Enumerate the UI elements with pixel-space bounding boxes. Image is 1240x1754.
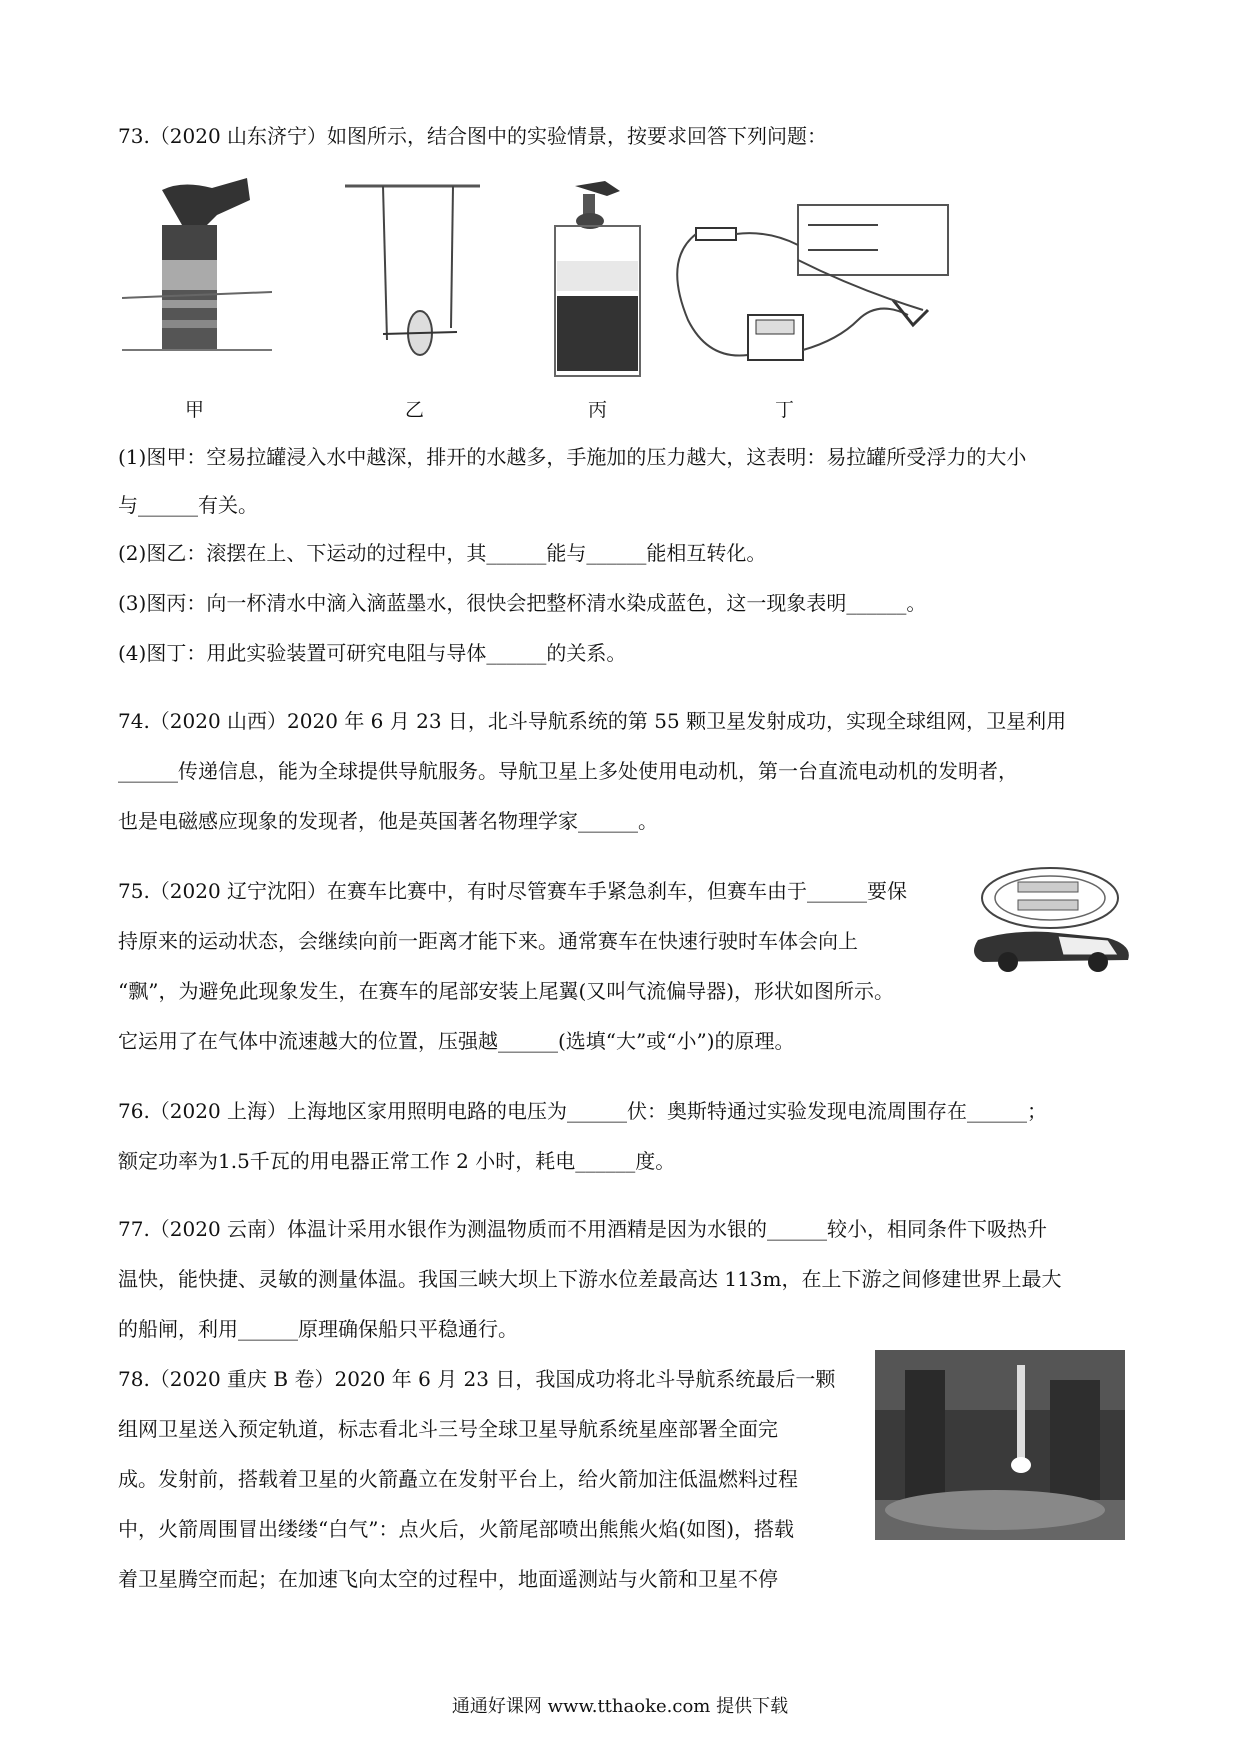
- q73-sub1-line1: (1)图甲：空易拉罐浸入水中越深，排开的水越多，手施加的压力越大，这表明：易拉罐所受浮力的大小: [118, 445, 1027, 469]
- fig-label-jia: 甲: [185, 399, 205, 421]
- q75-line1: 75.（2020 辽宁沈阳）在赛车比赛中，有时尽管赛车手紧急刹车，但赛车由于______要保: [118, 879, 908, 903]
- q78-line3: 成。发射前，搭载着卫星的火箭矗立在发射平台上，给火箭加注低温燃料过程: [118, 1467, 798, 1491]
- page-footer: 通通好课网 www.tthaoke.com 提供下载: [451, 1696, 789, 1717]
- q74-line3: 也是电磁感应现象的发现者，他是英国著名物理学家______。: [118, 809, 658, 833]
- q73-sub4: (4)图丁：用此实验装置可研究电阻与导体______的关系。: [118, 641, 627, 665]
- q73-sub1-line2: 与______有关。: [118, 493, 258, 517]
- q75-line2: 持原来的运动状态，会继续向前一距离才能下来。通常赛车在快速行驶时车体会向上: [118, 929, 858, 953]
- q74-line1: 74.（2020 山西）2020 年 6 月 23 日，北斗导航系统的第 55 颗卫星发射成功，实现全球组网，卫星利用: [118, 709, 1067, 733]
- q75-race-car-figure: [968, 860, 1138, 975]
- q73-stem: 73.（2020 山东济宁）如图所示，结合图中的实验情景，按要求回答下列问题：: [118, 124, 828, 148]
- q73-figure-ding: [668, 200, 953, 375]
- q77-line3: 的船闸，利用______原理确保船只平稳通行。: [118, 1317, 518, 1341]
- q75-line3: “飘”，为避免此现象发生，在赛车的尾部安装上尾翼(又叫气流偏导器)，形状如图所示。: [118, 979, 895, 1003]
- q78-line2: 组网卫星送入预定轨道，标志看北斗三号全球卫星导航系统星座部署全面完: [118, 1417, 778, 1441]
- fig-label-yi: 乙: [405, 399, 425, 421]
- q75-line4: 它运用了在气体中流速越大的位置，压强越______(选填“大”或“小”)的原理。: [118, 1029, 795, 1053]
- q73-sub3: (3)图丙：向一杯清水中滴入滴蓝墨水，很快会把整杯清水染成蓝色，这一现象表明______。: [118, 591, 927, 615]
- q73-figure-yi: [345, 178, 480, 378]
- fig-label-ding: 丁: [775, 399, 795, 421]
- q77-line2: 温快，能快捷、灵敏的测量体温。我国三峡大坝上下游水位差最高达 113m，在上下游之间修建世界上最大: [118, 1267, 1062, 1291]
- fig-label-bing: 丙: [588, 399, 608, 421]
- q74-line2: ______传递信息，能为全球提供导航服务。导航卫星上多处使用电动机，第一台直流电动机的发明者，: [118, 759, 1018, 783]
- q78-line4: 中，火箭周围冒出缕缕“白气”：点火后，火箭尾部喷出熊熊火焰(如图)，搭载: [118, 1517, 795, 1541]
- q73-figure-jia: [122, 170, 272, 380]
- q77-line1: 77.（2020 云南）体温计采用水银作为测温物质而不用酒精是因为水银的______较小，相同条件下吸热升: [118, 1217, 1048, 1241]
- q76-line2: 额定功率为1.5千瓦的用电器正常工作 2 小时，耗电______度。: [118, 1149, 676, 1173]
- q78-line5: 着卫星腾空而起；在加速飞向太空的过程中，地面遥测站与火箭和卫星不停: [118, 1567, 778, 1591]
- q78-line1: 78.（2020 重庆 B 卷）2020 年 6 月 23 日，我国成功将北斗导航系统最后一颗: [118, 1367, 836, 1391]
- q73-figure-bing: [545, 176, 650, 381]
- q76-line1: 76.（2020 上海）上海地区家用照明电路的电压为______伏：奥斯特通过实验发现电流周围存在______；: [118, 1099, 1048, 1123]
- q73-sub2: (2)图乙：滚摆在上、下运动的过程中，其______能与______能相互转化。: [118, 541, 767, 565]
- q78-rocket-launch-photo: [875, 1350, 1125, 1540]
